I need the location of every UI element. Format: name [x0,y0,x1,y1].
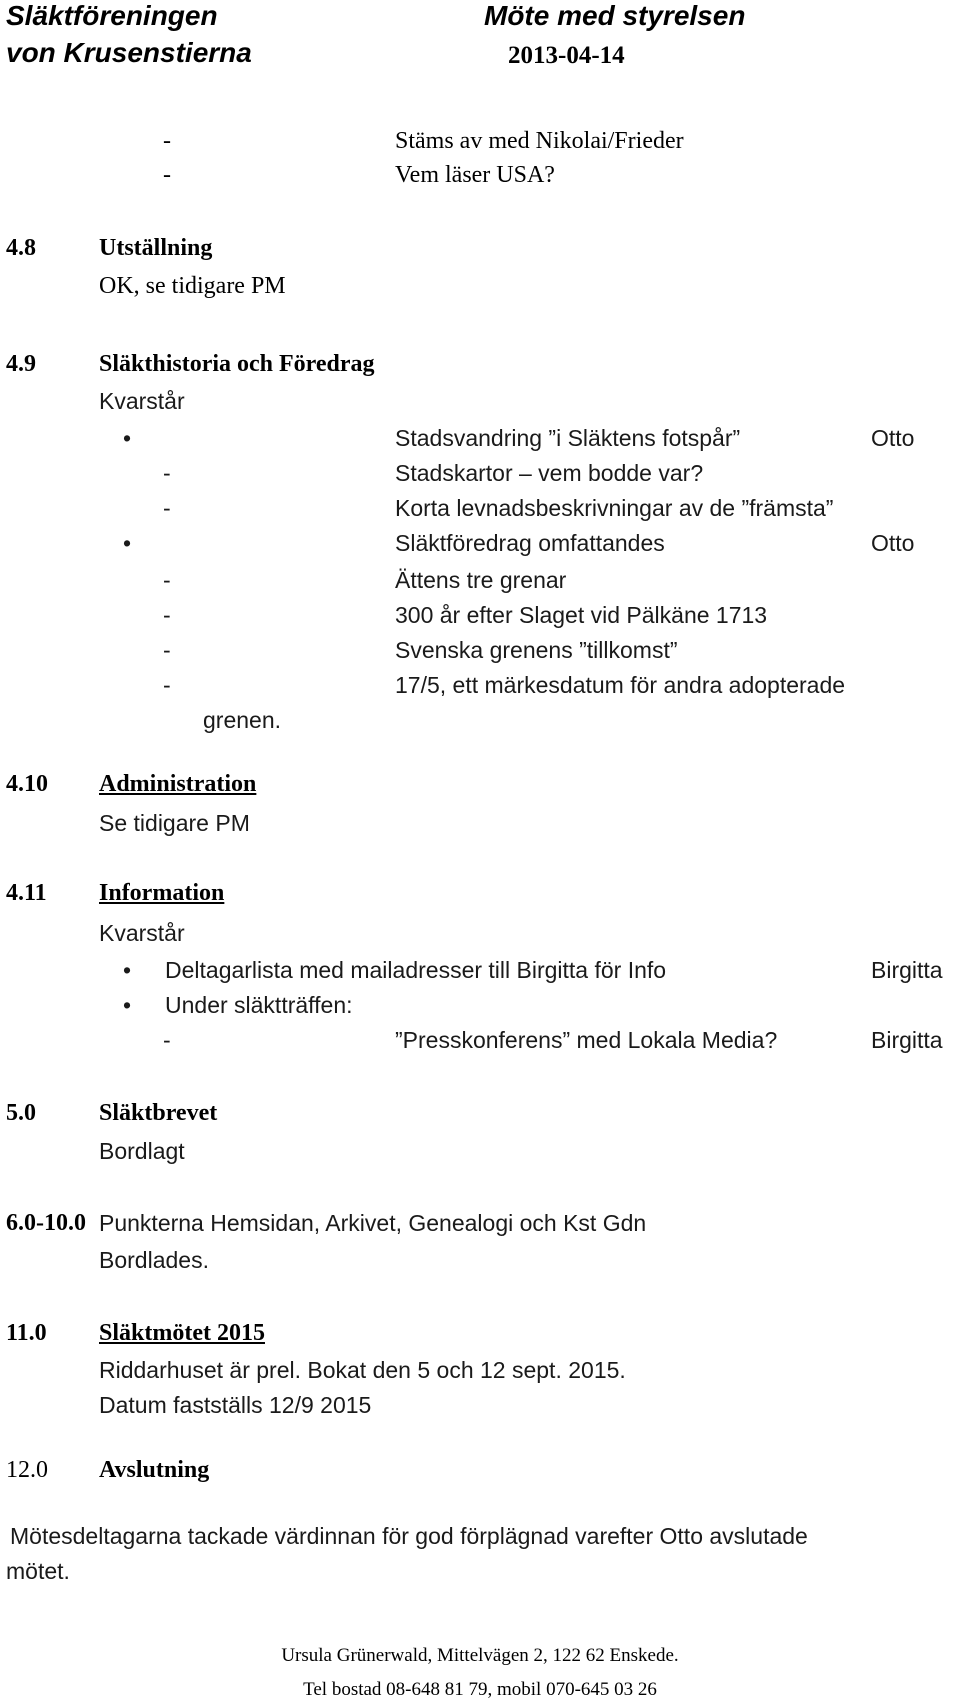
list-item: ”Presskonferens” med Lokala Media? [395,1027,778,1053]
section-title: Släkthistoria och Föredrag [99,351,375,377]
responsible-person: Otto [871,425,915,451]
section-body-line2: Datum fastställs 12/9 2015 [99,1392,372,1418]
section-number: 12.0 [6,1457,48,1483]
list-item: Stadsvandring ”i Släktens fotspår” [395,425,741,451]
section-number: 4.10 [6,771,48,797]
section-title: Släktbrevet [99,1100,218,1126]
list-marker: - [163,128,171,154]
list-item: Vem läser USA? [395,162,555,188]
meeting-date: 2013-04-14 [508,42,625,69]
section-number: 4.11 [6,880,47,906]
list-item: Stadskartor – vem bodde var? [395,460,704,486]
meeting-title: Möte med styrelsen [484,0,746,31]
responsible-person: Otto [871,530,915,556]
section-body: OK, se tidigare PM [99,273,286,299]
section-title: Information [99,880,225,906]
section-title: Avslutning [99,1457,210,1483]
list-marker: - [163,460,171,486]
footer-phone: Tel bostad 08-648 81 79, mobil 070-645 03 26 [303,1679,657,1700]
section-number: 11.0 [6,1320,47,1346]
list-marker: - [163,1027,171,1053]
org-name-line1: Släktföreningen [6,0,218,31]
list-item-continuation: grenen. [203,707,282,733]
list-item: Ättens tre grenar [395,567,567,593]
section-title: Administration [99,771,257,797]
bullet-icon: • [123,992,132,1018]
responsible-person: Birgitta [871,1027,943,1053]
list-item: Korta levnadsbeskrivningar av de ”främsta” [395,495,834,521]
section-body: Bordlagt [99,1138,185,1164]
closing-line1: Mötesdeltagarna tackade värdinnan för god förplägnad varefter Otto avslutade [10,1523,808,1549]
section-status: Kvarstår [99,920,185,946]
list-marker: - [163,567,171,593]
section-number: 5.0 [6,1100,36,1126]
section-body: Bordlades. [99,1247,209,1273]
list-item: Släktföredrag omfattandes [395,530,665,556]
section-number: 4.8 [6,235,36,261]
section-title: Utställning [99,235,213,261]
list-item: Under släktträffen: [165,992,353,1018]
section-number: 6.0-10.0 [6,1210,86,1236]
footer-address: Ursula Grünerwald, Mittelvägen 2, 122 62 Enskede. [281,1645,679,1666]
section-text: Punkterna Hemsidan, Arkivet, Genealogi och Kst Gdn [99,1210,647,1236]
section-title: Släktmötet 2015 [99,1320,265,1346]
list-marker: - [163,162,171,188]
list-item: Stäms av med Nikolai/Frieder [395,128,684,154]
section-body-line1: Riddarhuset är prel. Bokat den 5 och 12 sept. 2015. [99,1357,626,1383]
bullet-icon: • [123,530,132,556]
responsible-person: Birgitta [871,957,943,983]
list-marker: - [163,495,171,521]
bullet-icon: • [123,425,132,451]
list-item: Svenska grenens ”tillkomst” [395,637,678,663]
bullet-icon: • [123,957,132,983]
list-marker: - [163,672,171,698]
section-body: Se tidigare PM [99,810,250,836]
section-status: Kvarstår [99,388,185,414]
list-item: Deltagarlista med mailadresser till Birgitta för Info [165,957,667,983]
list-item: 17/5, ett märkesdatum för andra adopterade [395,672,846,698]
closing-line2: mötet. [6,1558,70,1584]
list-marker: - [163,602,171,628]
list-item: 300 år efter Slaget vid Pälkäne 1713 [395,602,768,628]
list-marker: - [163,637,171,663]
org-name-line2: von Krusenstierna [6,37,252,68]
section-number: 4.9 [6,351,36,377]
